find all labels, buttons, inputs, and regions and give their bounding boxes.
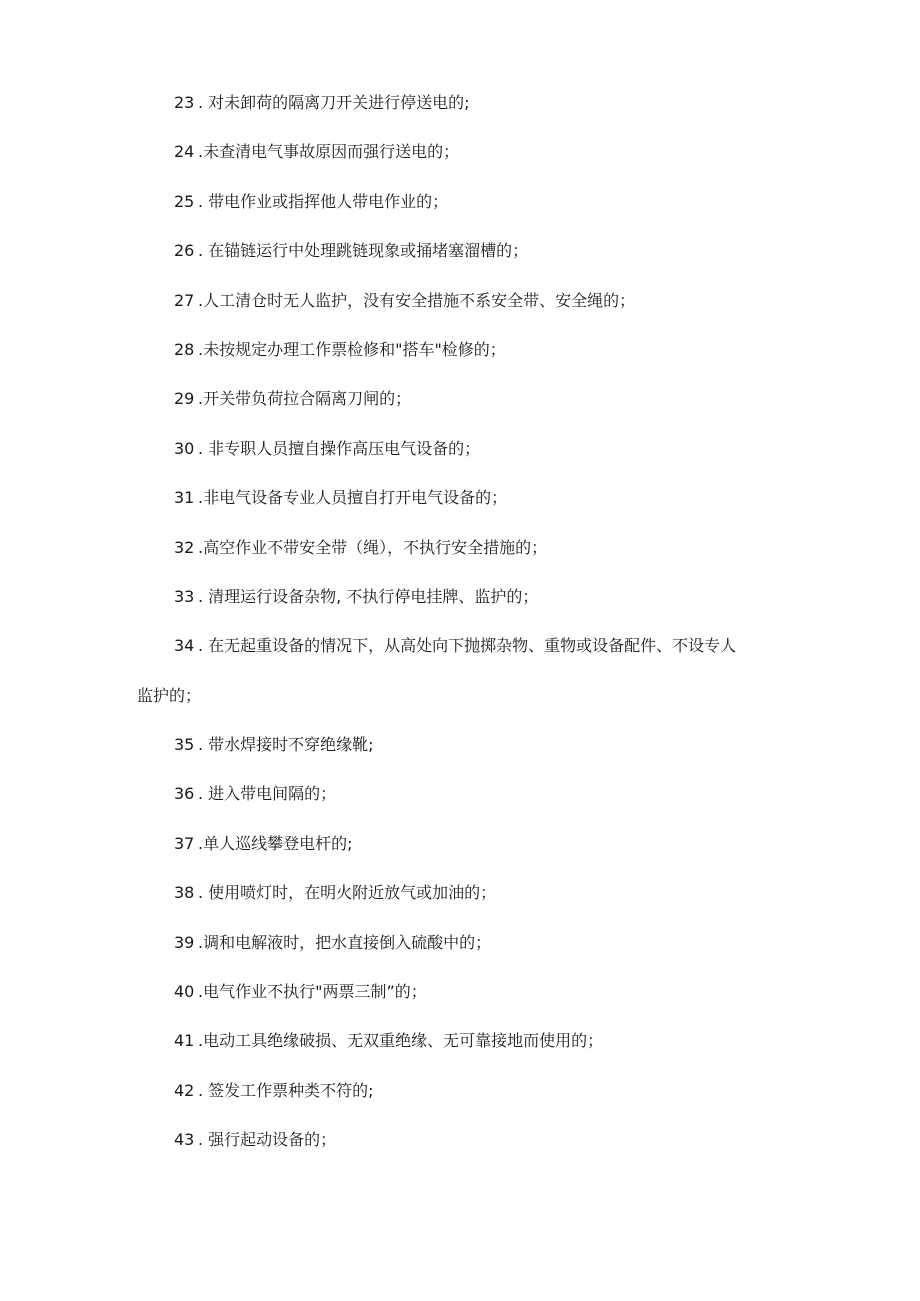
list-item (0, 486, 920, 510)
item-text: . 在无起重设备的情况下，从高处向下抛掷杂物、重物或设备配件、不设专人 (198, 636, 737, 656)
list-item (0, 289, 920, 313)
item-text: . 清理运行设备杂物, 不执行停电挂牌、监护的； (198, 586, 539, 606)
list-item (0, 536, 920, 560)
item-number: 43 (174, 1130, 195, 1150)
item-text: . 在锚链运行中处理跳链现象或捅堵塞溜槽的； (198, 241, 529, 261)
item-number: 28 (174, 339, 195, 359)
item-number: 41 (174, 1031, 195, 1051)
item-text: .单人巡线攀登电杆的; (198, 833, 353, 853)
list-item (0, 733, 920, 757)
list-item (0, 239, 920, 263)
item-number: 33 (174, 586, 195, 606)
item-number: 29 (174, 389, 195, 409)
item-text: . 签发工作票种类不符的; (198, 1080, 374, 1100)
list-item (0, 387, 920, 411)
item-text: . 带水焊接时不穿绝缘靴; (198, 735, 374, 755)
item-text: .人工清仓时无人监护，没有安全措施不系安全带、安全绳的； (198, 290, 636, 310)
item-text: .电气作业不执行"两票三制”的； (198, 982, 427, 1002)
list-item (0, 782, 920, 806)
item-number: 37 (174, 833, 195, 853)
item-text: . 对未卸荷的隔离刀开关进行停送电的; (198, 93, 470, 112)
item-number: 31 (174, 488, 195, 508)
item-number: 38 (174, 883, 195, 903)
item-number: 36 (174, 784, 195, 804)
list-item (0, 140, 920, 164)
list-item (0, 437, 920, 461)
list-item (0, 634, 920, 707)
list-item (0, 1029, 920, 1053)
list-item (0, 91, 920, 115)
item-text: . 带电作业或指挥他人带电作业的； (198, 191, 449, 211)
item-text: .非电气设备专业人员擅自打开电气设备的； (198, 488, 508, 508)
list-item (0, 1079, 920, 1103)
item-text: .未按规定办理工作票检修和"搭车"检修的； (198, 339, 506, 359)
item-text: . 进入带电间隔的； (198, 784, 337, 804)
item-text: .未查清电气事故原因而强行送电的； (198, 142, 460, 162)
regulation-list (0, 91, 920, 1178)
item-number: 27 (174, 290, 195, 310)
list-item (0, 190, 920, 214)
item-number: 26 (174, 241, 195, 261)
item-text: .开关带负荷拉合隔离刀闸的； (198, 389, 412, 409)
item-number: 30 (174, 438, 195, 458)
item-text: .电动工具绝缘破损、无双重绝缘、无可靠接地而使用的； (198, 1031, 604, 1051)
item-text: . 非专职人员擅自操作高压电气设备的； (198, 438, 481, 458)
list-item (0, 1128, 920, 1152)
list-item (0, 931, 920, 955)
list-item (0, 338, 920, 362)
item-number: 39 (174, 932, 195, 952)
item-text: . 强行起动设备的； (198, 1130, 337, 1150)
item-number: 24 (174, 142, 195, 162)
list-item (0, 832, 920, 856)
item-number: 42 (174, 1080, 195, 1100)
item-number: 32 (174, 537, 195, 557)
item-text: .调和电解液时，把水直接倒入硫酸中的； (198, 932, 492, 952)
list-item (0, 881, 920, 905)
item-text-continuation: 监护的； (137, 685, 202, 705)
list-item (0, 980, 920, 1004)
list-item (0, 585, 920, 609)
item-number: 40 (174, 982, 195, 1002)
item-number: 35 (174, 735, 195, 755)
item-text: .高空作业不带安全带（绳），不执行安全措施的； (198, 537, 548, 557)
item-text: . 使用喷灯时，在明火附近放气或加油的； (198, 883, 497, 903)
item-number: 34 (174, 636, 195, 656)
item-number: 25 (174, 191, 195, 211)
item-number: 23 (174, 93, 195, 112)
